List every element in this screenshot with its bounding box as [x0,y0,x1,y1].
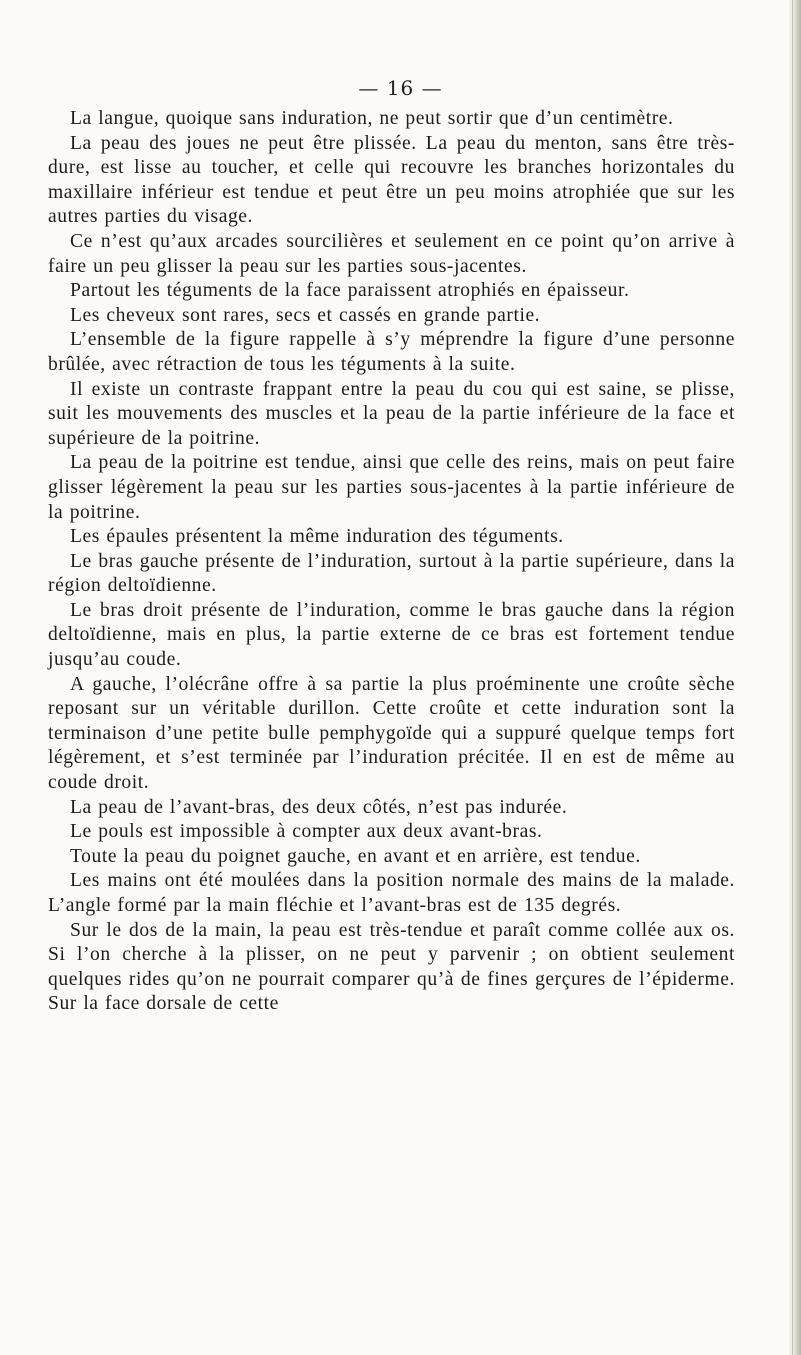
paragraph: La peau des joues ne peut être plissée. La peau du menton, sans être très-dure, est lisse au toucher, et celle qui recouvre les branches horizontales du maxillaire inférieur est tendue et peut être un peu moins atrophiée que sur les autres parties du visage. [48,132,735,228]
paragraph: La peau de l’avant-bras, des deux côtés, n’est pas indurée. [70,796,568,818]
paragraph: Ce n’est qu’aux arcades sourcilières et seulement en ce point qu’on arrive à faire un peu glisser la peau sur les parties sous-jacentes. [48,230,735,277]
paragraph: Le bras droit présente de l’induration, comme le bras gauche dans la région deltoïdienne, mais en plus, la partie externe de ce bras est fortement tendue jusqu’au coude. [48,599,735,671]
paragraph: Les épaules présentent la même induration des téguments. [70,526,564,548]
paragraph: Le bras gauche présente de l’induration, surtout à la partie supérieure, dans la région deltoïdienne. [48,550,735,597]
paragraph: La peau de la poitrine est tendue, ainsi que celle des reins, mais on peut faire glisser légèrement la peau sur les parties sous-jacentes à la partie inférieure de la poitrine. [48,452,735,523]
body-text [48,107,735,1017]
paragraph: Toute la peau du poignet gauche, en avant et en arrière, est tendue. [70,845,641,867]
paragraph: Il existe un contraste frappant entre la peau du cou qui est saine, se plisse, suit les mouvements des muscles et la peau de la partie inférieure de la face et supérieure de la poitrine. [48,378,735,449]
paragraph: Partout les téguments de la face paraissent atrophiés en épaisseur. [70,280,630,302]
page-number: — 16 — [358,76,443,100]
paragraph: La langue, quoique sans induration, ne peut sortir que d’un centimètre. [70,108,674,129]
page-edge-shadow [789,0,801,1355]
paragraph: Sur le dos de la main, la peau est très-tendue et paraît comme collée aux os. Si l’on cherche à la plisser, on ne peut y parvenir ; on obtient seulement quelques rides qu’on ne pourrait comparer qu’à de fines gerçures de l’épiderme. Sur la face dorsale de cette [48,919,735,1015]
paragraph: Les cheveux sont rares, secs et cassés en grande partie. [70,304,541,326]
paragraph: Les mains ont été moulées dans la position normale des mains de la malade. L’angle formé par la main fléchie et l’avant-bras est de 135 degrés. [48,870,735,916]
paragraph: L’ensemble de la figure rappelle à s’y méprendre la figure d’une personne brûlée, avec rétraction de tous les téguments à la suite. [48,329,735,375]
paragraph: A gauche, l’olécrâne offre à sa partie la plus proéminente une croûte sèche reposant sur un véritable durillon. Cette croûte et cette induration sont la terminaison d’une petite bulle pemphygoïde qui a suppuré quelque temps fort légèrement, et s’est terminée par l’induration précitée. Il en est de même au coude droit. [48,673,735,794]
page-edge-line [792,0,793,1355]
paragraph: Le pouls est impossible à compter aux deux avant-bras. [70,821,543,843]
